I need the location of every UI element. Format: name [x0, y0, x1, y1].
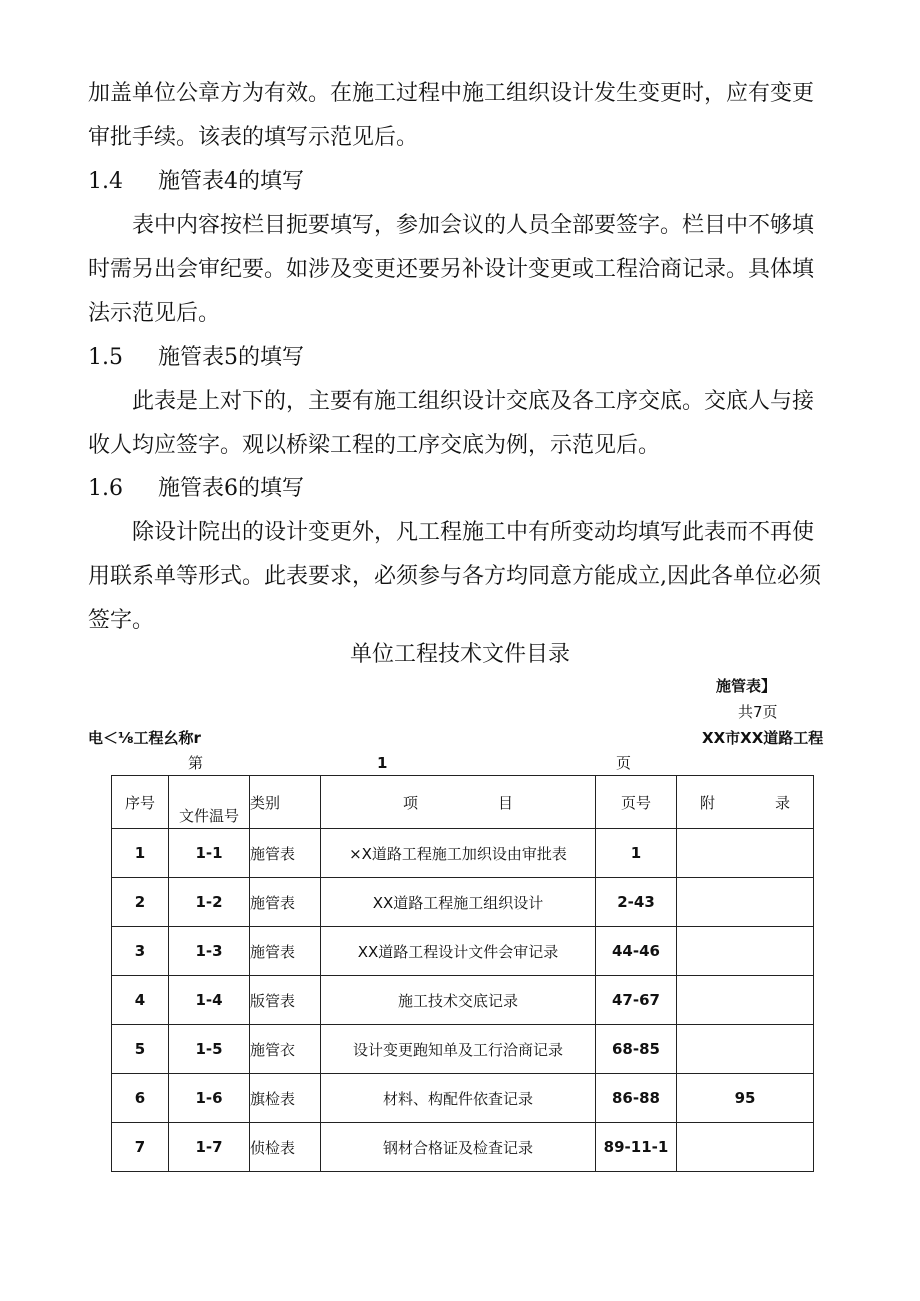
- row-appendix: [677, 1123, 814, 1172]
- row-appendix: 95: [677, 1074, 814, 1123]
- row-page: 2-43: [596, 878, 677, 927]
- row-appendix: [677, 927, 814, 976]
- table-row: [112, 976, 814, 1025]
- row-page: 44-46: [596, 927, 677, 976]
- row-item: ×X道路工程施工加织设由审批表: [321, 829, 596, 878]
- row-file-no: 1-6: [169, 1074, 250, 1123]
- section-number: 1.5: [88, 345, 123, 370]
- header-page: 页号: [596, 776, 677, 829]
- row-appendix: [677, 1025, 814, 1074]
- row-seq: 3: [112, 927, 169, 976]
- row-seq: 4: [112, 976, 169, 1025]
- table-row: [112, 1025, 814, 1074]
- row-file-no: 1-5: [169, 1025, 250, 1074]
- row-appendix: [677, 878, 814, 927]
- header-item: [321, 776, 596, 829]
- row-category: 施管表: [250, 829, 321, 878]
- header-category: 类别: [250, 776, 321, 829]
- row-category: 施管表: [250, 927, 321, 976]
- total-pages: 共7页: [738, 703, 778, 721]
- row-seq: 7: [112, 1123, 169, 1172]
- project-label: 电＜⅛工程幺称r: [88, 729, 201, 747]
- row-category: 施管表: [250, 878, 321, 927]
- section-title: 施管表6的填写: [158, 476, 304, 501]
- table-row: [112, 1123, 814, 1172]
- row-seq: 5: [112, 1025, 169, 1074]
- row-category: 旗检表: [250, 1074, 321, 1123]
- row-category: 施管衣: [250, 1025, 321, 1074]
- row-file-no: 1-3: [169, 927, 250, 976]
- section-title: 施管表4的填写: [158, 169, 304, 194]
- row-file-no: 1-1: [169, 829, 250, 878]
- row-appendix: [677, 829, 814, 878]
- row-category: 版管表: [250, 976, 321, 1025]
- section-heading-1-4: [88, 160, 304, 204]
- page-prefix: 第: [188, 754, 204, 772]
- header-item-a: 项: [402, 793, 418, 812]
- row-item: 设计变更跑知单及工行洽商记录: [321, 1025, 596, 1074]
- form-code: 施管表】: [716, 677, 777, 695]
- row-page: 1: [596, 829, 677, 878]
- paragraph-1-6: 除设计院出的设计变更外，凡工程施工中有所变动均填写此表而不再使用联系单等形式。此表要求，必须参与各方均同意方能成立,因此各单位必须签字。: [88, 520, 821, 633]
- row-seq: 2: [112, 878, 169, 927]
- table-row: [112, 878, 814, 927]
- file-directory-table: [111, 775, 814, 1172]
- page-number: 1: [377, 754, 388, 772]
- table-row: [112, 927, 814, 976]
- row-file-no: 1-7: [169, 1123, 250, 1172]
- header-appendix-b: 录: [775, 793, 791, 812]
- section-number: 1.6: [88, 476, 123, 501]
- row-page: 86-88: [596, 1074, 677, 1123]
- header-file-no: 文件温号: [169, 776, 250, 829]
- page-suffix: 页: [616, 754, 632, 772]
- row-item: XX道路工程设计文件会审记录: [321, 927, 596, 976]
- project-name: XX市XX道路工程: [702, 729, 824, 747]
- row-page: 89-11-1: [596, 1123, 677, 1172]
- row-page: 68-85: [596, 1025, 677, 1074]
- row-seq: 1: [112, 829, 169, 878]
- section-title: 施管表5的填写: [158, 345, 304, 370]
- row-file-no: 1-2: [169, 878, 250, 927]
- header-appendix-a: 附: [699, 793, 715, 812]
- row-appendix: [677, 976, 814, 1025]
- table-row: [112, 1074, 814, 1123]
- header-seq: 序号: [112, 776, 169, 829]
- header-item-b: 目: [498, 793, 514, 812]
- row-category: 侦检表: [250, 1123, 321, 1172]
- paragraph-1-5: 此表是上对下的，主要有施工组织设计交底及各工序交底。交底人与接收人均应签字。观以桥梁工程的工序交底为例，示范见后。: [88, 389, 815, 458]
- header-appendix: [677, 776, 814, 829]
- row-item: 施工技术交底记录: [321, 976, 596, 1025]
- row-item: XX道路工程施工组织设计: [321, 878, 596, 927]
- row-file-no: 1-4: [169, 976, 250, 1025]
- row-page: 47-67: [596, 976, 677, 1025]
- section-heading-1-5: [88, 336, 304, 380]
- table-header-row: [112, 776, 814, 829]
- row-seq: 6: [112, 1074, 169, 1123]
- row-item: 钢材合格证及检査记录: [321, 1123, 596, 1172]
- row-item: 材料、构配件依査记录: [321, 1074, 596, 1123]
- paragraph-1-4: 表中内容按栏目扼要填写，参加会议的人员全部要签字。栏目中不够填时需另出会审纪要。如涉及变更还要另补设计变更或工程洽商记录。具体填法示范见后。: [88, 213, 815, 326]
- section-number: 1.4: [88, 169, 123, 194]
- table-row: [112, 829, 814, 878]
- form-title: 单位工程技术文件目录: [349, 642, 570, 667]
- section-heading-1-6: [88, 467, 304, 511]
- paragraph-continued: 加盖单位公章方为有效。在施工过程中施工组织设计发生变更时，应有变更审批手续。该表的填写示范见后。: [88, 81, 815, 150]
